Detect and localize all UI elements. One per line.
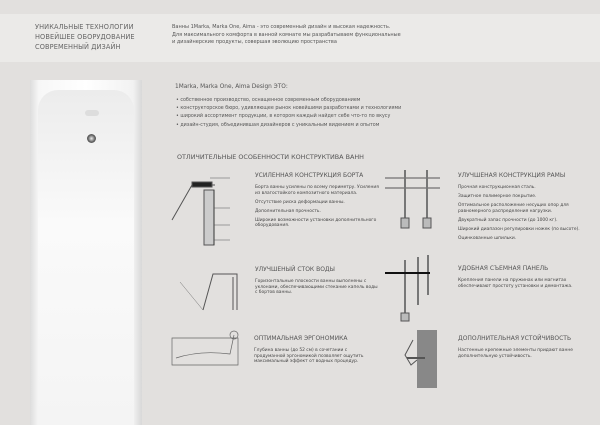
feature-text: Защитное полимерное покрытие. bbox=[458, 194, 537, 200]
slogan-line: УНИКАЛЬНЫЕ ТЕХНОЛОГИИ bbox=[35, 23, 134, 31]
feature-frame bbox=[458, 172, 583, 245]
feature-panel bbox=[458, 265, 583, 293]
section-title: ОТЛИЧИТЕЛЬНЫЕ ОСОБЕННОСТИ КОНСТРУКТИВА ВАНН bbox=[177, 153, 364, 161]
feature-text: Борта ванны усилены по всему периметру. Усиления из влагостойкого композитного материала. bbox=[255, 185, 379, 196]
feature-text: Оцинкованные шпильки. bbox=[458, 236, 517, 242]
feature-drain bbox=[255, 266, 380, 299]
slogan-line: СОВРЕМЕННЫЙ ДИЗАЙН bbox=[35, 43, 121, 51]
description-line: Ванны 1Marka, Marka One, Aima - это современный дизайн и высокая надежность. bbox=[172, 24, 391, 30]
feature-text: Глубина ванны (до 52 см) в сочетании с продуманной эргономикой позволяет ощутить максимальный эффект от водных процедур. bbox=[254, 348, 364, 365]
drain-icon bbox=[87, 134, 96, 143]
header-slogan bbox=[35, 22, 135, 52]
header-description bbox=[172, 24, 401, 47]
bullet-item: • дизайн-студия, объединившая дизайнеров с уникальным видением и опытом bbox=[176, 122, 401, 130]
feature-rim bbox=[255, 172, 380, 233]
feature-text: Оптимальное расположение несущих опор для равномерного распределения нагрузки. bbox=[458, 203, 569, 214]
feature-title: УСИЛЕННАЯ КОНСТРУКЦИЯ БОРТА bbox=[255, 172, 364, 179]
feature-text: Широкий диапазон регулировки ножек (по высоте). bbox=[458, 226, 580, 232]
feature-text: Горизонтальные плоскости ванны выполнены с уклонами, обеспечивающими стекание капель воды с бортов ванны. bbox=[255, 279, 378, 296]
intro-title: 1Marka, Marka One, Aima Design ЭТО: bbox=[175, 84, 288, 90]
intro-bullets bbox=[176, 97, 401, 130]
bullet-item: • конструкторское бюро, удивляющее рынок новейшими разработками и технологиями bbox=[176, 105, 401, 113]
description-line: и дизайнерские продукты, совершая эволюцию пространства bbox=[172, 39, 337, 46]
drain-diagram bbox=[175, 262, 255, 312]
bullet-item: • собственное производство, оснащенное современным оборудованием bbox=[176, 97, 401, 105]
feature-title: ДОПОЛНИТЕЛЬНАЯ УСТОЙЧИВОСТЬ bbox=[458, 335, 572, 342]
panel-diagram bbox=[385, 255, 455, 325]
frame-diagram bbox=[385, 170, 455, 240]
ergonomics-diagram bbox=[170, 330, 245, 370]
wall-mount-diagram bbox=[385, 330, 455, 390]
feature-title: ОПТИМАЛЬНАЯ ЭРГОНОМИКА bbox=[254, 335, 348, 342]
feature-title: УДОБНАЯ СЪЕМНАЯ ПАНЕЛЬ bbox=[458, 265, 549, 272]
overflow-icon bbox=[85, 110, 99, 116]
feature-text: Крепления панели на пружинах или магнитах обеспечивают простоту установки и демонтажа. bbox=[458, 278, 573, 289]
bathtub-image bbox=[30, 80, 142, 425]
rim-diagram bbox=[170, 170, 250, 250]
feature-text: Настенные крепежные элементы придают ванне дополнительную устойчивость. bbox=[458, 348, 573, 359]
feature-text: Отсутствие риска деформации ванны. bbox=[255, 199, 345, 205]
feature-text: Широкие возможности установки дополнительного оборудования. bbox=[255, 217, 377, 229]
feature-text: Двукратный запас прочности (до 1000 кг). bbox=[458, 217, 558, 223]
feature-text: Дополнительная прочность. bbox=[255, 208, 321, 214]
slogan-line: НОВЕЙШЕЕ ОБОРУДОВАНИЕ bbox=[35, 33, 135, 41]
feature-text: Прочная конструкционная сталь. bbox=[458, 185, 536, 190]
feature-stability bbox=[458, 335, 583, 363]
description-line: Для максимального комфорта в ванной комнате мы разрабатываем функциональные bbox=[172, 31, 401, 38]
feature-ergonomics bbox=[254, 335, 379, 368]
feature-title: УЛУЧШЕНАЯ КОНСТРУКЦИЯ РАМЫ bbox=[458, 172, 566, 179]
feature-title: УЛУЧШЕНЫЙ СТОК ВОДЫ bbox=[255, 266, 335, 273]
bullet-item: • широкий ассортимент продукции, в котором каждый найдет себе что-то по вкусу bbox=[176, 113, 401, 121]
